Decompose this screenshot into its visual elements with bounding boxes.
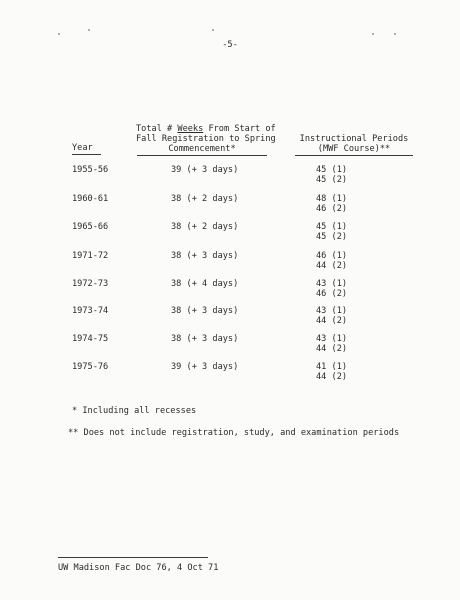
row-periods-1: 48 (1) <box>316 194 348 204</box>
weeks-header-prefix: Total # <box>136 124 178 134</box>
column-header-periods-line1: Instructional Periods <box>299 134 409 144</box>
row-periods-2: 44 (2) <box>316 261 348 271</box>
row-periods-2: 46 (2) <box>316 289 348 299</box>
weeks-header-underlined: Weeks <box>177 124 204 134</box>
row-year: 1975-76 <box>72 362 109 372</box>
table-row <box>0 306 460 330</box>
table-row <box>0 251 460 275</box>
row-periods <box>316 251 347 271</box>
weeks-header-suffix: From Start of <box>203 124 276 134</box>
row-periods <box>316 194 347 214</box>
row-periods <box>316 306 347 326</box>
table-row <box>0 362 460 386</box>
column-header-weeks-line1 <box>136 124 276 134</box>
page-number: -5- <box>222 40 238 50</box>
row-year: 1971-72 <box>72 251 109 261</box>
row-periods-1: 41 (1) <box>316 362 348 372</box>
row-weeks: 38 (+ 2 days) <box>171 222 239 232</box>
row-weeks: 38 (+ 3 days) <box>171 251 239 261</box>
footer-rule <box>58 557 208 558</box>
row-periods <box>316 334 347 354</box>
row-periods-1: 43 (1) <box>316 334 348 344</box>
periods-header-rule <box>295 155 413 156</box>
table-row <box>0 165 460 189</box>
row-periods-1: 45 (1) <box>316 222 348 232</box>
row-year: 1974-75 <box>72 334 109 344</box>
row-periods-2: 44 (2) <box>316 372 348 382</box>
row-weeks: 38 (+ 3 days) <box>171 334 239 344</box>
row-periods-2: 46 (2) <box>316 204 348 214</box>
paper-speck <box>372 33 374 35</box>
row-periods-2: 44 (2) <box>316 316 348 326</box>
row-year: 1960-61 <box>72 194 109 204</box>
row-year: 1965-66 <box>72 222 109 232</box>
footer-citation: UW Madison Fac Doc 76, 4 Oct 71 <box>58 563 219 573</box>
row-periods <box>316 362 347 382</box>
row-periods-2: 44 (2) <box>316 344 348 354</box>
table-row <box>0 222 460 246</box>
row-weeks: 38 (+ 2 days) <box>171 194 239 204</box>
row-weeks: 38 (+ 3 days) <box>171 306 239 316</box>
paper-speck <box>58 33 60 35</box>
paper-speck <box>394 33 396 35</box>
row-periods-2: 45 (2) <box>316 232 348 242</box>
row-weeks: 38 (+ 4 days) <box>171 279 239 289</box>
table-row <box>0 279 460 303</box>
footnote-periods: ** Does not include registration, study, and examination periods <box>68 428 400 438</box>
year-header-rule <box>72 154 101 155</box>
row-periods-2: 45 (2) <box>316 175 348 185</box>
row-weeks: 39 (+ 3 days) <box>171 362 239 372</box>
column-header-weeks-line3: Commencement* <box>168 144 236 154</box>
row-periods-1: 43 (1) <box>316 279 348 289</box>
footnote-recesses: * Including all recesses <box>72 406 197 416</box>
row-year: 1955-56 <box>72 165 109 175</box>
row-periods-1: 43 (1) <box>316 306 348 316</box>
table-row <box>0 334 460 358</box>
column-header-periods-line2: (MWF Course)** <box>317 144 391 154</box>
weeks-header-rule <box>137 155 267 156</box>
row-periods <box>316 165 347 185</box>
row-periods-1: 46 (1) <box>316 251 348 261</box>
row-weeks: 39 (+ 3 days) <box>171 165 239 175</box>
table-row <box>0 194 460 218</box>
column-header-weeks-line2: Fall Registration to Spring <box>136 134 276 144</box>
row-periods <box>316 222 347 242</box>
column-header-year: Year <box>72 143 93 153</box>
paper-speck <box>212 29 214 31</box>
row-periods <box>316 279 347 299</box>
row-year: 1972-73 <box>72 279 109 289</box>
paper-speck <box>88 29 90 31</box>
row-periods-1: 45 (1) <box>316 165 348 175</box>
row-year: 1973-74 <box>72 306 109 316</box>
